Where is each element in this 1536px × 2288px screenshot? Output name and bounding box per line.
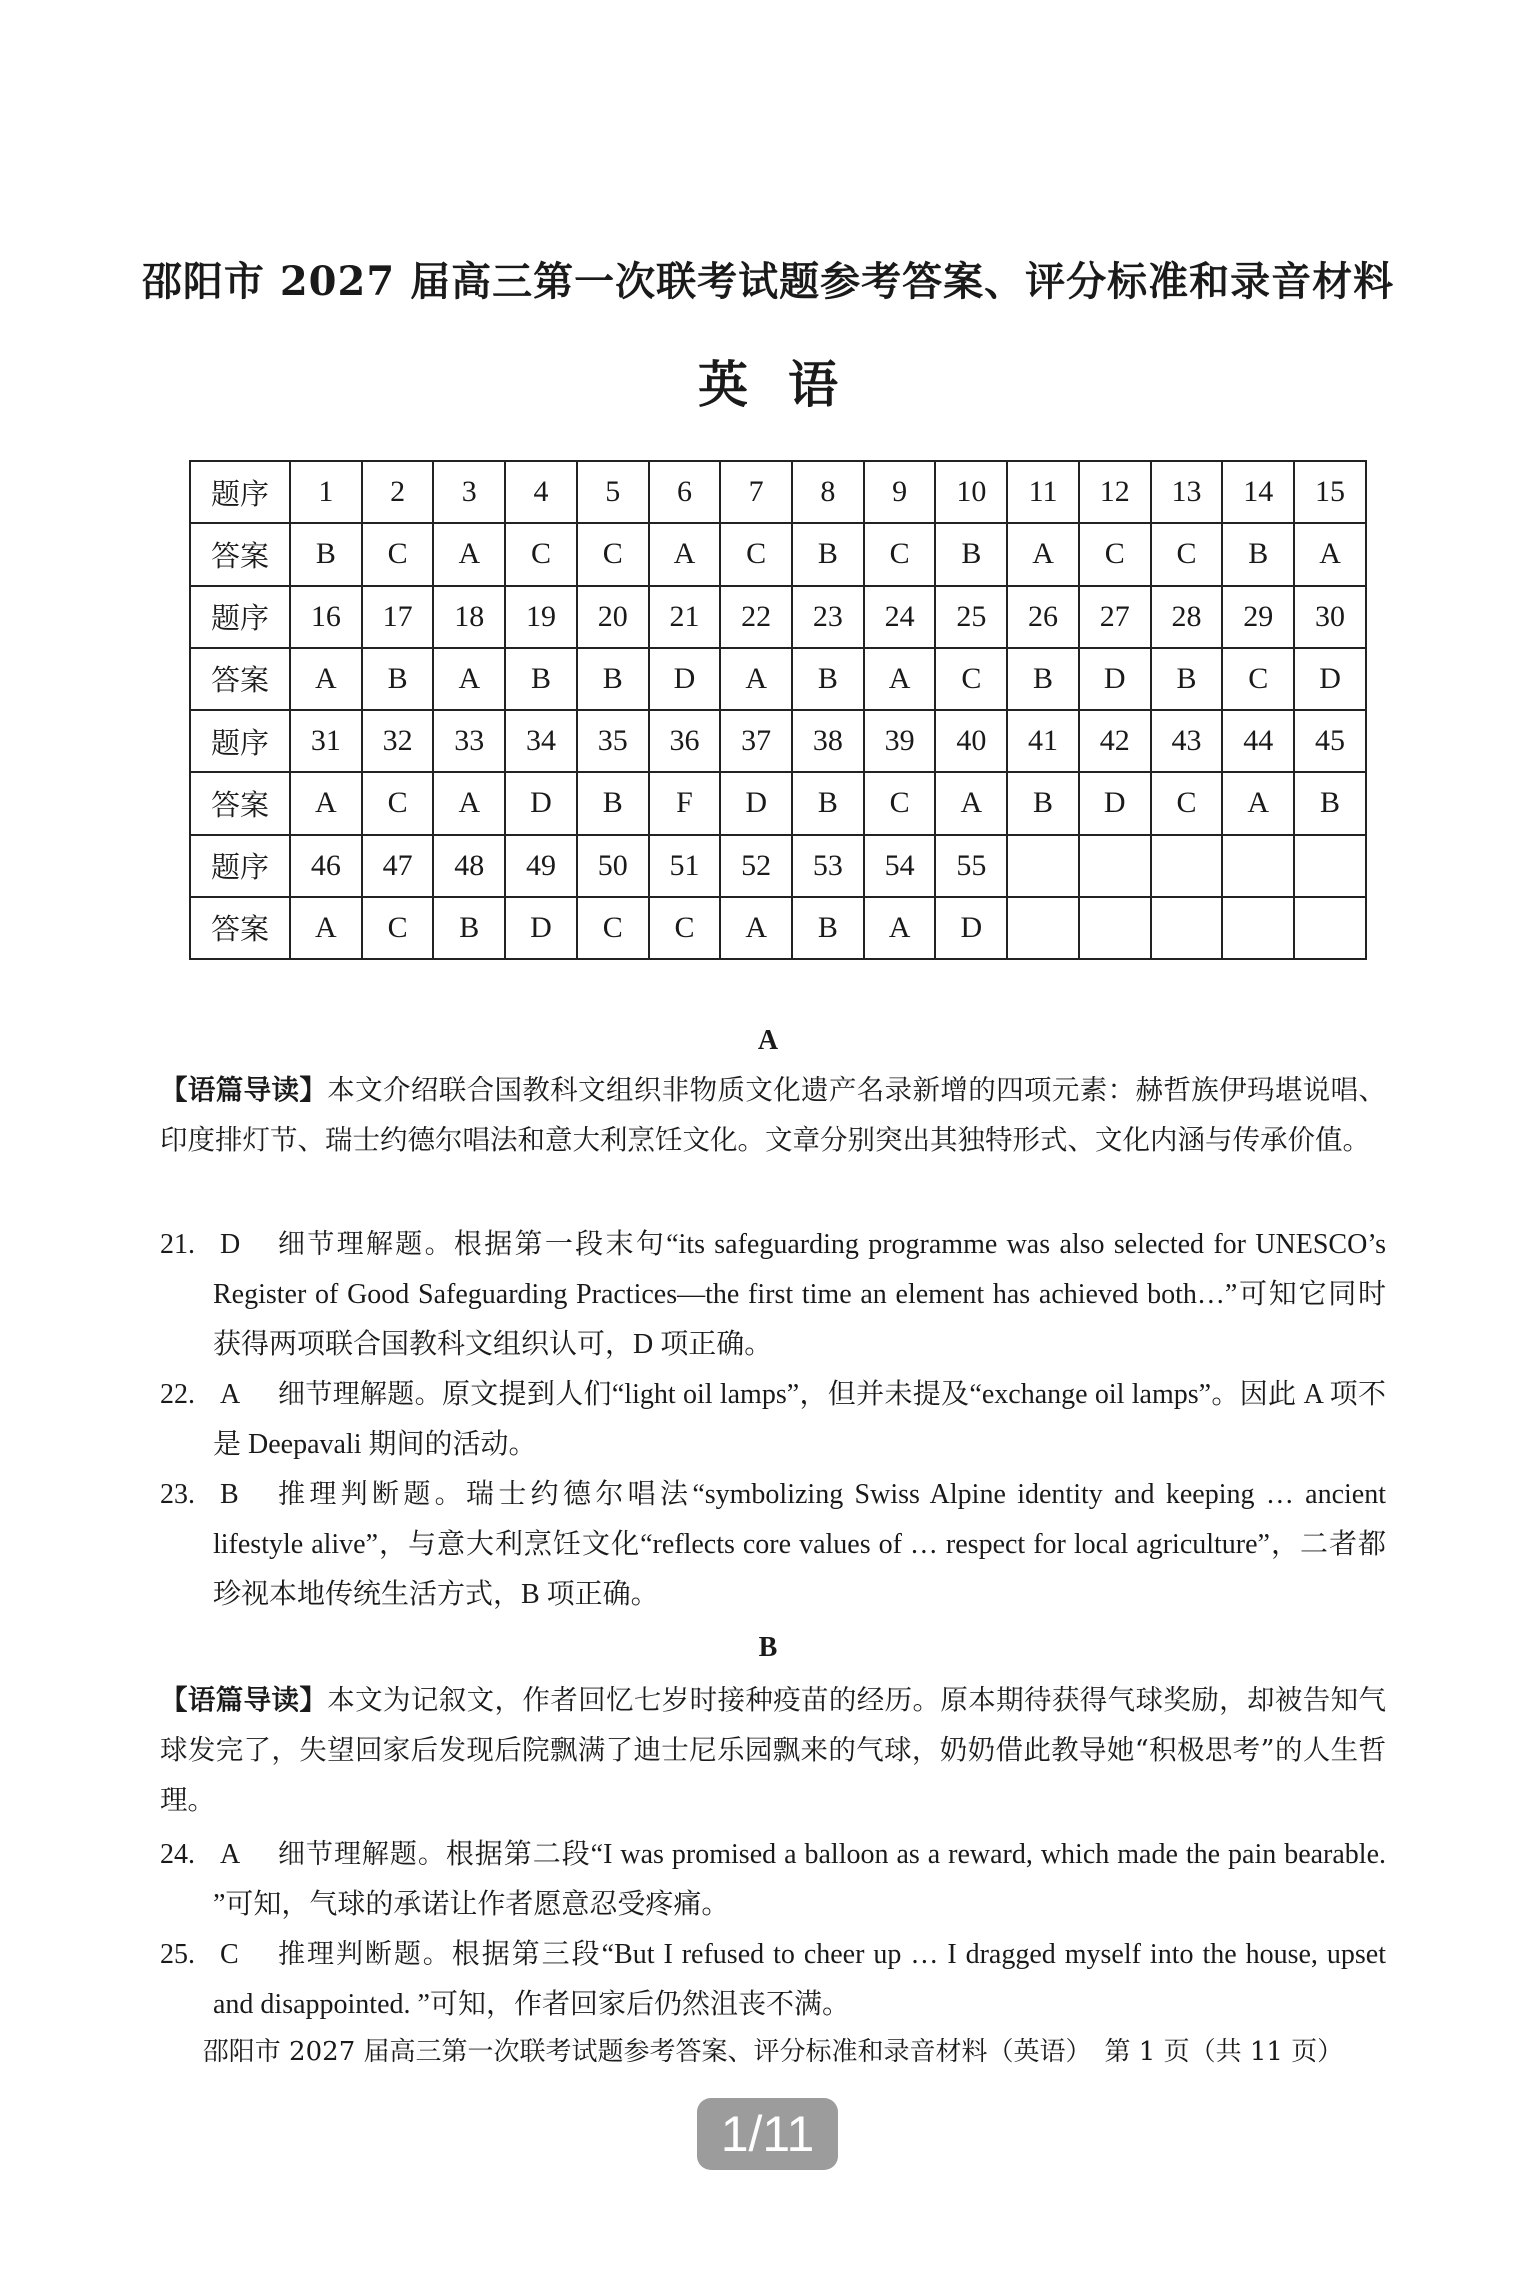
question-number-cell: 19 xyxy=(505,586,577,648)
question-number-cell: 11 xyxy=(1007,461,1079,523)
answer-cell: A xyxy=(864,897,936,959)
answer-cell: A xyxy=(433,523,505,585)
answer-cell: D xyxy=(505,897,577,959)
explanation-text: 根据第三段“But I refused to cheer up … I dragged myself into the house, upset and disappointed. ”可知，作者回家后仍然沮丧不满。 xyxy=(213,1939,1387,2020)
question-number-cell: 47 xyxy=(362,835,434,897)
question-number-cell: 37 xyxy=(720,710,792,772)
answer-letter: A xyxy=(220,1379,241,1410)
question-number-cell: 18 xyxy=(433,586,505,648)
answer-cell: A xyxy=(290,772,362,834)
answer-cell xyxy=(1294,897,1366,959)
question-number-cell: 7 xyxy=(720,461,792,523)
answer-cell: B xyxy=(433,897,505,959)
question-number-cell: 40 xyxy=(935,710,1007,772)
answer-cell: C xyxy=(935,648,1007,710)
answer-cell xyxy=(1151,897,1223,959)
question-number-cell: 28 xyxy=(1151,586,1223,648)
answer-cell: C xyxy=(864,523,936,585)
answer-cell: C xyxy=(720,523,792,585)
answer-cell: C xyxy=(362,523,434,585)
question-number-cell: 32 xyxy=(362,710,434,772)
answer-cell: A xyxy=(290,648,362,710)
answer-cell: D xyxy=(1079,772,1151,834)
answer-table xyxy=(189,460,1367,960)
answer-cell: C xyxy=(505,523,577,585)
question-number-cell: 43 xyxy=(1151,710,1223,772)
answer-cell: B xyxy=(1222,523,1294,585)
answer-explanation-22 xyxy=(160,1370,1386,1470)
answer-cell xyxy=(1007,897,1079,959)
question-type: 细节理解题。 xyxy=(278,1839,446,1870)
answer-cell: A xyxy=(935,772,1007,834)
explanation-text: 根据第一段末句“its safeguarding programme was also selected for UNESCO’s Register of Good Safeguarding Practices—the first time an element has achieved both…”可知它同时获得两项联合国教科文组织认可，D 项正确。 xyxy=(213,1229,1386,1360)
answer-cell: A xyxy=(290,897,362,959)
guide-tag: 【语篇导读】 xyxy=(160,1684,328,1716)
question-type: 细节理解题。 xyxy=(278,1379,442,1410)
answer-cell: D xyxy=(1294,648,1366,710)
guide-text: 本文介绍联合国教科文组织非物质文化遗产名录新增的四项元素：赫哲族伊玛堪说唱、印度排灯节、瑞士约德尔唱法和意大利烹饪文化。文章分别突出其独特形式、文化内涵与传承价值。 xyxy=(160,1074,1386,1156)
question-number: 21. xyxy=(160,1229,195,1260)
answer-letter: B xyxy=(220,1479,239,1510)
question-number-cell: 45 xyxy=(1294,710,1366,772)
question-number: 25. xyxy=(160,1939,195,1970)
section-a-guide xyxy=(160,1065,1386,1165)
question-number-row xyxy=(190,835,1366,897)
question-number-cell: 12 xyxy=(1079,461,1151,523)
question-number: 24. xyxy=(160,1839,195,1870)
question-number-cell xyxy=(1079,835,1151,897)
explanation-text: 根据第二段“I was promised a balloon as a reward, which made the pain bearable. ”可知，气球的承诺让作者愿意忍受疼痛。 xyxy=(213,1839,1387,1920)
question-number-cell: 4 xyxy=(505,461,577,523)
question-number-cell: 33 xyxy=(433,710,505,772)
answer-letter: A xyxy=(220,1839,241,1870)
answer-letter: C xyxy=(220,1939,239,1970)
answer-cell: B xyxy=(792,897,864,959)
answer-cell: C xyxy=(1079,523,1151,585)
answer-cell: C xyxy=(1151,523,1223,585)
answer-cell: A xyxy=(1007,523,1079,585)
answer-cell: B xyxy=(792,648,864,710)
question-label-cell: 题序 xyxy=(190,586,290,648)
question-number-cell: 21 xyxy=(649,586,721,648)
answer-cell: A xyxy=(1222,772,1294,834)
answer-cell: C xyxy=(1222,648,1294,710)
answer-cell: A xyxy=(649,523,721,585)
question-type: 细节理解题。 xyxy=(278,1229,454,1260)
answer-cell xyxy=(1079,897,1151,959)
page-indicator-badge: 1/11 xyxy=(697,2098,838,2170)
answer-cell: B xyxy=(577,772,649,834)
answer-letter: D xyxy=(220,1229,241,1260)
section-a-heading: A xyxy=(757,1025,779,1056)
question-number-cell: 16 xyxy=(290,586,362,648)
question-number-cell xyxy=(1294,835,1366,897)
question-number-cell: 22 xyxy=(720,586,792,648)
question-label-cell: 题序 xyxy=(190,461,290,523)
question-number-cell: 24 xyxy=(864,586,936,648)
question-number-cell: 1 xyxy=(290,461,362,523)
answer-cell: A xyxy=(1294,523,1366,585)
answer-cell: B xyxy=(290,523,362,585)
question-number-cell: 39 xyxy=(864,710,936,772)
question-number-cell: 51 xyxy=(649,835,721,897)
answer-cell: B xyxy=(362,648,434,710)
subject-heading: 英语 xyxy=(698,355,878,414)
explanation-text: 瑞士约德尔唱法“symbolizing Swiss Alpine identity and keeping … ancient lifestyle alive”，与意大利烹饪文化“reflects core values of … respect for local agriculture”，二者都珍视本地传统生活方式，B 项正确。 xyxy=(213,1479,1386,1610)
answer-explanation-25 xyxy=(160,1930,1386,2030)
answer-cell: D xyxy=(720,772,792,834)
question-number-cell: 29 xyxy=(1222,586,1294,648)
answer-cell: B xyxy=(1151,648,1223,710)
question-number-cell: 17 xyxy=(362,586,434,648)
question-number-cell: 5 xyxy=(577,461,649,523)
guide-text: 本文为记叙文，作者回忆七岁时接种疫苗的经历。原本期待获得气球奖励，却被告知气球发完了，失望回家后发现后院飘满了迪士尼乐园飘来的气球，奶奶借此教导她“积极思考”的人生哲理。 xyxy=(160,1684,1386,1816)
question-number-cell: 8 xyxy=(792,461,864,523)
question-number-cell: 9 xyxy=(864,461,936,523)
question-number-cell: 13 xyxy=(1151,461,1223,523)
question-number-cell: 34 xyxy=(505,710,577,772)
question-number: 23. xyxy=(160,1479,195,1510)
question-number-cell: 14 xyxy=(1222,461,1294,523)
question-label-cell: 题序 xyxy=(190,835,290,897)
answer-cell: D xyxy=(935,897,1007,959)
answer-cell: B xyxy=(1294,772,1366,834)
section-b-guide xyxy=(160,1675,1386,1825)
question-number-cell: 26 xyxy=(1007,586,1079,648)
answer-cell: C xyxy=(1151,772,1223,834)
answer-explanation-21 xyxy=(160,1220,1386,1370)
question-number-cell xyxy=(1007,835,1079,897)
question-number-cell: 20 xyxy=(577,586,649,648)
answer-cell: C xyxy=(362,772,434,834)
question-number-cell: 23 xyxy=(792,586,864,648)
answer-cell: F xyxy=(649,772,721,834)
answer-cell: C xyxy=(649,897,721,959)
page-footer: 邵阳市 2027 届高三第一次联考试题参考答案、评分标准和录音材料（英语） 第 1 页（共 11 页） xyxy=(202,2037,1344,2067)
answer-label-cell: 答案 xyxy=(190,772,290,834)
document-title: 邵阳市 2027 届高三第一次联考试题参考答案、评分标准和录音材料 xyxy=(141,258,1395,305)
answer-cell: A xyxy=(864,648,936,710)
answer-row xyxy=(190,897,1366,959)
answer-row xyxy=(190,523,1366,585)
question-number-row xyxy=(190,586,1366,648)
answer-cell: A xyxy=(720,648,792,710)
answer-cell: C xyxy=(577,897,649,959)
question-number-cell: 6 xyxy=(649,461,721,523)
question-number-cell: 55 xyxy=(935,835,1007,897)
question-number-row xyxy=(190,461,1366,523)
answer-cell: A xyxy=(433,648,505,710)
question-number-cell: 48 xyxy=(433,835,505,897)
answer-cell: B xyxy=(1007,772,1079,834)
answer-explanation-23 xyxy=(160,1470,1386,1620)
question-number-cell: 25 xyxy=(935,586,1007,648)
question-number-cell: 31 xyxy=(290,710,362,772)
question-number-cell: 38 xyxy=(792,710,864,772)
question-number-cell: 50 xyxy=(577,835,649,897)
answer-label-cell: 答案 xyxy=(190,648,290,710)
question-number-cell: 15 xyxy=(1294,461,1366,523)
answer-row xyxy=(190,772,1366,834)
question-number-cell: 30 xyxy=(1294,586,1366,648)
question-number-cell: 2 xyxy=(362,461,434,523)
explanation-text: 原文提到人们“light oil lamps”，但并未提及“exchange oil lamps”。因此 A 项不是 Deepavali 期间的活动。 xyxy=(213,1379,1386,1460)
answer-cell: B xyxy=(505,648,577,710)
answer-cell: C xyxy=(577,523,649,585)
question-number-cell: 35 xyxy=(577,710,649,772)
question-number-cell: 46 xyxy=(290,835,362,897)
answer-label-cell: 答案 xyxy=(190,897,290,959)
answer-cell: B xyxy=(1007,648,1079,710)
guide-tag: 【语篇导读】 xyxy=(160,1074,328,1106)
answer-explanation-24 xyxy=(160,1830,1386,1930)
answer-cell: B xyxy=(577,648,649,710)
question-number-row xyxy=(190,710,1366,772)
answer-cell: A xyxy=(720,897,792,959)
question-number-cell: 42 xyxy=(1079,710,1151,772)
answer-label-cell: 答案 xyxy=(190,523,290,585)
question-number-cell: 52 xyxy=(720,835,792,897)
question-number-cell xyxy=(1151,835,1223,897)
answer-cell xyxy=(1222,897,1294,959)
question-number-cell: 44 xyxy=(1222,710,1294,772)
question-number-cell: 3 xyxy=(433,461,505,523)
question-number-cell: 10 xyxy=(935,461,1007,523)
question-number-cell: 53 xyxy=(792,835,864,897)
section-b-heading: B xyxy=(758,1632,778,1663)
answer-cell: C xyxy=(864,772,936,834)
question-number-cell: 54 xyxy=(864,835,936,897)
answer-cell: D xyxy=(505,772,577,834)
answer-cell: D xyxy=(1079,648,1151,710)
answer-row xyxy=(190,648,1366,710)
question-number-cell: 27 xyxy=(1079,586,1151,648)
answer-cell: C xyxy=(362,897,434,959)
question-type: 推理判断题。 xyxy=(278,1479,466,1510)
answer-cell: B xyxy=(935,523,1007,585)
question-number-cell xyxy=(1222,835,1294,897)
answer-cell: A xyxy=(433,772,505,834)
question-label-cell: 题序 xyxy=(190,710,290,772)
question-number-cell: 49 xyxy=(505,835,577,897)
answer-cell: B xyxy=(792,772,864,834)
question-number: 22. xyxy=(160,1379,195,1410)
answer-cell: B xyxy=(792,523,864,585)
answer-cell: D xyxy=(649,648,721,710)
question-type: 推理判断题。 xyxy=(278,1939,452,1970)
question-number-cell: 41 xyxy=(1007,710,1079,772)
question-number-cell: 36 xyxy=(649,710,721,772)
